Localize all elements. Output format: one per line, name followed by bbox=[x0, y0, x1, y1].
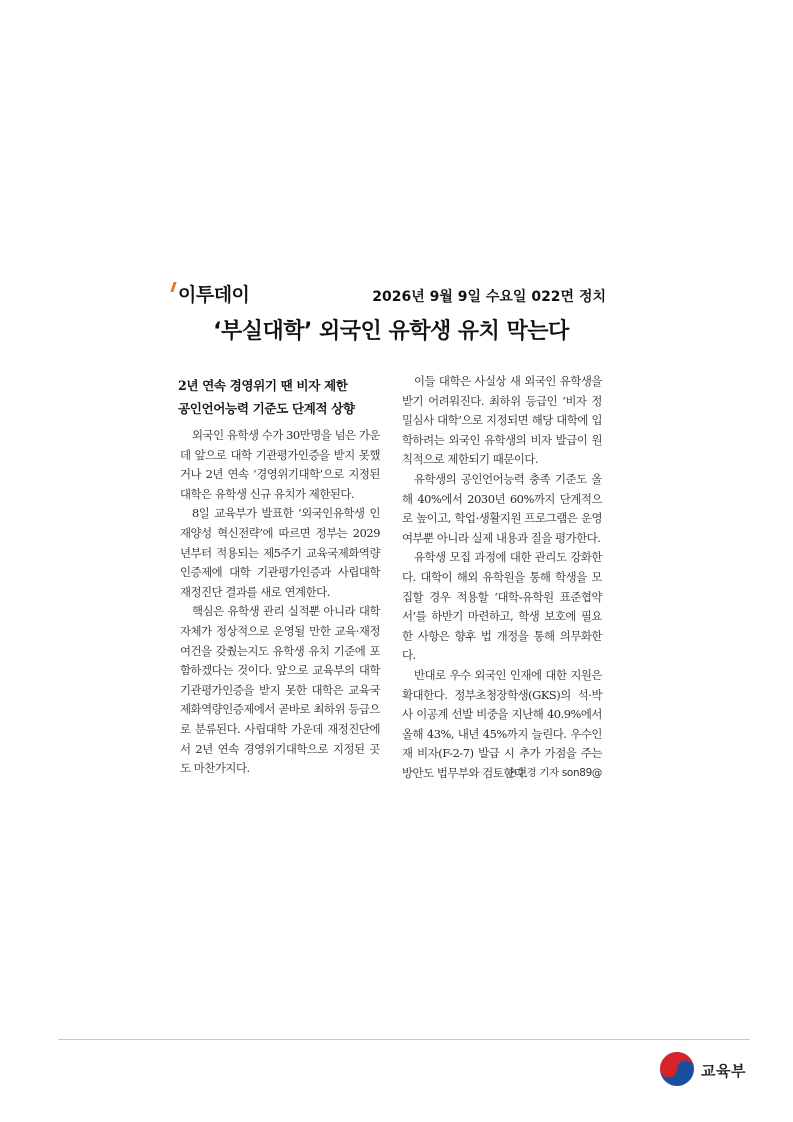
publication-name: 이투데이 bbox=[178, 284, 250, 306]
subhead-line: 2년 연속 경영위기 땐 비자 제한 bbox=[178, 378, 348, 393]
article-paragraph: 8일 교육부가 발표한 ‘외국인유학생 인재양성 혁신전략’에 따르면 정부는 2029년부터 적용되는 제5주기 교육국제화역량인증제에 대학 기관평가인증과 사립대학 재정진단 결과를 새로 연계한다. bbox=[180, 506, 380, 599]
footer-divider bbox=[58, 1039, 750, 1040]
article-paragraph: 유학생의 공인언어능력 충족 기준도 올해 40%에서 2030년 60%까지 단계적으로 높이고, 학업·생활지원 프로그램은 운영 여부뿐 아니라 실제 내용과 질을 평가한다. bbox=[402, 471, 602, 545]
article-column-right bbox=[402, 372, 602, 783]
ministry-emblem-icon bbox=[659, 1051, 695, 1087]
article-subhead bbox=[178, 374, 380, 420]
dateline: 2026년 9월 9일 수요일 022면 정치 bbox=[372, 289, 606, 305]
publication-logo bbox=[172, 280, 249, 307]
masthead bbox=[172, 280, 610, 310]
article-paragraph: 외국인 유학생 수가 30만명을 넘은 가운데 앞으로 대학 기관평가인증을 받지 못했거나 2년 연속 ‘경영위기대학’으로 지정된 대학은 유학생 신규 유치가 제한된다. bbox=[180, 428, 380, 501]
article-headline: ‘부실대학’ 외국인 유학생 유치 막는다 bbox=[213, 319, 569, 344]
article-column-left bbox=[180, 374, 380, 779]
ministry-name: 교육부 bbox=[701, 1062, 746, 1080]
article-paragraph: 유학생 모집 과정에 대한 관리도 강화한다. 대학이 해외 유학원을 통해 학생을 모집할 경우 적용할 ‘대학-유학원 표준협약서’를 하반기 마련하고, 학생 보호에 필요한 사항은 향후 법 개정을 통해 의무화한다. bbox=[402, 550, 602, 663]
logo-accent-mark bbox=[170, 282, 176, 292]
article-paragraph: 이들 대학은 사실상 새 외국인 유학생을 받기 어려워진다. 최하위 등급인 ‘비자 정밀심사 대학’으로 지정되면 해당 대학에 입학하려는 외국인 유학생의 비자 발급이 원칙적으로 제한되기 때문이다. bbox=[402, 374, 602, 467]
article-paragraph: 반대로 우수 외국인 인재에 대한 지원은 확대한다. 정부초청장학생(GKS)의 석·박사 이공계 선발 비중을 지난해 40.9%에서 올해 43%, 내년 45%까지 늘린다. 우수인재 비자(F-2-7) 발급 시 추가 가점을 주는 방안도 법무부와 검토한다. bbox=[402, 667, 602, 780]
news-clipping bbox=[172, 276, 610, 816]
article-byline: 손현경 기자 son89@ bbox=[507, 766, 602, 779]
subhead-line: 공인언어능력 기준도 단계적 상향 bbox=[178, 401, 355, 416]
article-paragraph: 핵심은 유학생 관리 실적뿐 아니라 대학 자체가 정상적으로 운영될 만한 교육·재정 여건을 갖췄는지도 유학생 유치 기준에 포함하겠다는 것이다. 앞으로 교육부의 대학 기관평가인증을 받지 못한 대학은 교육국제화역량인증제에서 곧바로 최하위 등급으로 분류된다. 사립대학 가운데 재정진단에서 2년 연속 경영위기대학으로 지정된 곳도 마찬가지다. bbox=[180, 604, 380, 776]
